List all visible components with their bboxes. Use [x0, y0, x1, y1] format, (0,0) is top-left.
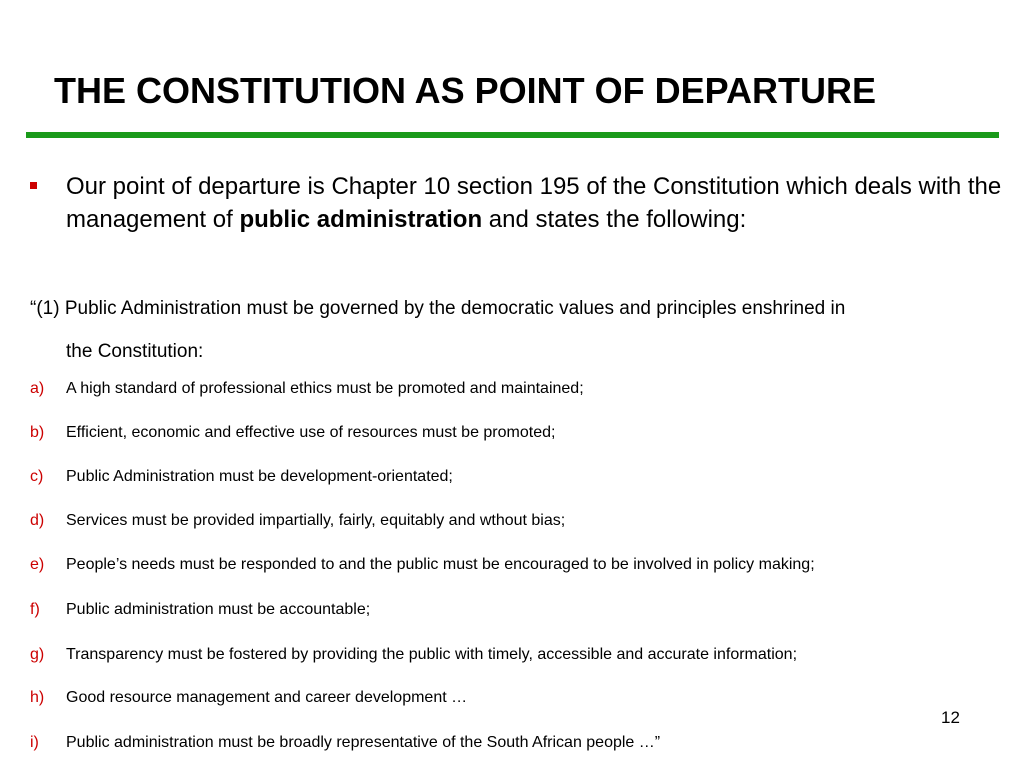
title-divider [26, 132, 999, 138]
quote-line-2: the Constitution: [66, 341, 204, 362]
intro-bullet [66, 170, 1016, 236]
intro-text-after: and states the following: [482, 206, 747, 233]
list-item-letter: a) [30, 380, 45, 397]
list-item-letter: g) [30, 646, 45, 663]
list-item-letter: e) [30, 556, 45, 573]
list-item-text: Services must be provided impartially, fairly, equitably and wthout bias; [66, 512, 566, 529]
list-item-text: Transparency must be fostered by providing the public with timely, accessible and accurate information; [66, 646, 798, 663]
list-item-text: Public administration must be accountable; [66, 601, 371, 618]
list-item-letter: h) [30, 689, 45, 706]
page-number: 12 [941, 708, 960, 727]
list-item-letter: b) [30, 424, 45, 441]
list-item-text: Public administration must be broadly representative of the South African people …” [66, 734, 661, 751]
slide-title: THE CONSTITUTION AS POINT OF DEPARTURE [54, 70, 877, 111]
list-item-text: Public Administration must be development-orientated; [66, 468, 453, 485]
list-item-text: Good resource management and career development … [66, 689, 468, 706]
quote-intro [30, 287, 1020, 373]
list-item-letter: i) [30, 734, 39, 751]
list-item-text: Efficient, economic and effective use of resources must be promoted; [66, 424, 556, 441]
list-item-text: People’s needs must be responded to and the public must be encouraged to be involved in policy making; [66, 556, 815, 573]
intro-text-before: Our point of departure is Chapter 10 section 195 of the Constitution which deals with the management of [66, 173, 1002, 233]
list-item-letter: d) [30, 512, 45, 529]
square-bullet-icon [30, 182, 37, 189]
list-item-letter: c) [30, 468, 44, 485]
list-item-text: A high standard of professional ethics must be promoted and maintained; [66, 380, 584, 397]
quote-line-1: “(1) Public Administration must be governed by the democratic values and principles enshrined in [30, 298, 846, 319]
intro-emphasis: public administration [239, 206, 483, 233]
list-item-letter: f) [30, 601, 40, 618]
